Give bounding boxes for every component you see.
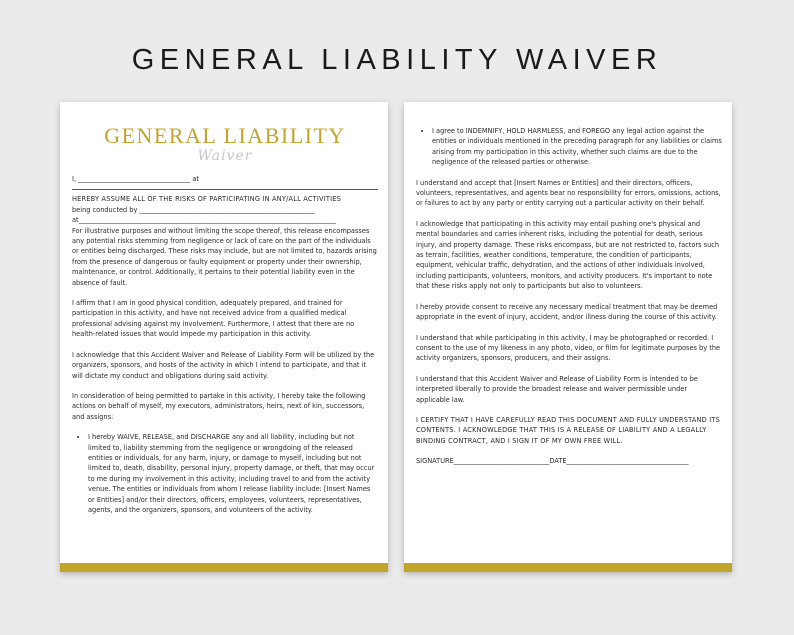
page-1-content <box>72 102 378 525</box>
paragraph: In consideration of being permitted to partake in this activity, I hereby take the following actions on behalf of myself, my executors, administrators, heirs, next of kin, successors, and assigns: <box>72 391 366 421</box>
signature-date-line[interactable]: SIGNATURE_____________________________DATE_____________________________________ <box>416 457 689 466</box>
paragraph: I acknowledge that participating in this activity may entail pushing one's physical and mental boundaries and carries inherent risks, including the potential for death, serious injury, and property damage. These risks encompass, but are not restricted to, factors such as terrain, facilities, weather conditions, temperature, the condition of participants, equipment, vehicular traffic, dehydration, and the actions of other individuals involved, including participants, volunteers, monitors, and activity producers. It's important to note that these risks apply not only to participants but also to volunteers. <box>416 219 720 291</box>
main-title: GENERAL LIABILITY WAIVER <box>131 44 663 76</box>
conducted-by-line: being conducted by _____________________________________________________ <box>72 205 315 214</box>
location-line: at______________________________________________________________________________ <box>72 216 336 225</box>
name-line: I, __________________________________ at <box>72 175 199 183</box>
paragraph: I affirm that I am in good physical condition, adequately prepared, and trained for participation in this activity, and have not received advice from a qualified medical professional advising against my involvement. Furthermore, I attest that there are no health-related issues that would impede my participation in this activity. <box>72 299 355 339</box>
assume-risk-line: HEREBY ASSUME ALL OF THE RISKS OF PARTICIPATING IN ANY/ALL ACTIVITIES <box>72 195 342 204</box>
waiver-bullet-list <box>416 126 722 168</box>
document-heading: GENERAL LIABILITY <box>104 123 346 148</box>
list-item: • I agree to INDEMNIFY, HOLD HARMLESS, and FOREGO any legal action against the entities or individuals mentioned in the preceding paragraph for any liabilities or claims arising from my participation in this activity, whether such claims are due to the negligence of the released parties or otherwise. <box>432 126 722 168</box>
paragraph: I understand and accept that [Insert Names or Entities] and their directors, officers, volunteers, representatives, and agents bear no responsibility for errors, omissions, actions, or failures to act by any party or entity carrying out a particular activity on their behalf. <box>416 178 721 208</box>
paragraph: I understand that this Accident Waiver and Release of Liability Form is intended to be interpreted liberally to provide the broadest release and waiver permissible under applicable law. <box>416 374 698 404</box>
paragraph: I acknowledge that this Accident Waiver and Release of Liability Form will be utilized by the organizers, sponsors, and hosts of the activity in which I intend to participate, and that it will dictate my conduct and obligations during said activity. <box>72 350 375 380</box>
waiver-page-1 <box>60 102 388 572</box>
list-item: • I hereby WAIVE, RELEASE, and DISCHARGE any and all liability, including but not limited to, liability stemming from the negligence or wrongdoing of the released entities or individuals, for any harm, injury, or damage to myself, including but not limited to, death, disability, personal injury, property damage, or theft, that may occur to me during my involvement in this activity, including travel to and from the activity venue. The entities or individuals from whom I release liability include: [Insert Names or Entities] and/or their directors, officers, employees, volunteers, representatives, agents, and the organizers, sponsors, and volunteers of the activity. <box>88 432 378 515</box>
gold-footer-band <box>60 563 388 572</box>
document-subheading: Waiver <box>197 148 253 164</box>
paragraph: For illustrative purposes and without limiting the scope thereof, this release encompasses any potential risks stemming from negligence or lack of care on the part of the individuals or entities being discharged. These risks may include, but are not limited to, hazards arising from the presence of dangerous or faulty equipment or property under their ownership, maintenance, or control. Additionally, it pertains to their potential liability even in the absence of fault. <box>72 226 377 287</box>
certification-statement: I CERTIFY THAT I HAVE CAREFULLY READ THIS DOCUMENT AND FULLY UNDERSTAND ITS CONTENTS. I ACKNOWLEDGE THAT THIS IS A RELEASE OF LIABILITY AND A LEGALLY BINDING CONTRACT, AND I SIGN IT OF MY OWN FREE WILL. <box>416 415 720 445</box>
gold-footer-band <box>404 563 732 572</box>
waiver-page-2 <box>404 102 732 572</box>
waiver-bullet-list <box>72 432 378 515</box>
page-2-content <box>416 126 722 467</box>
paragraph: I understand that while participating in this activity, I may be photographed or recorded. I consent to the use of my likeness in any photo, video, or film for legitimate purposes by the activity organizers, sponsors, producers, and their assigns. <box>416 333 721 363</box>
paragraph: I hereby provide consent to receive any necessary medical treatment that may be deemed appropriate in the event of injury, accident, and/or illness during the course of this activity. <box>416 302 718 322</box>
blank-rule <box>72 184 378 190</box>
